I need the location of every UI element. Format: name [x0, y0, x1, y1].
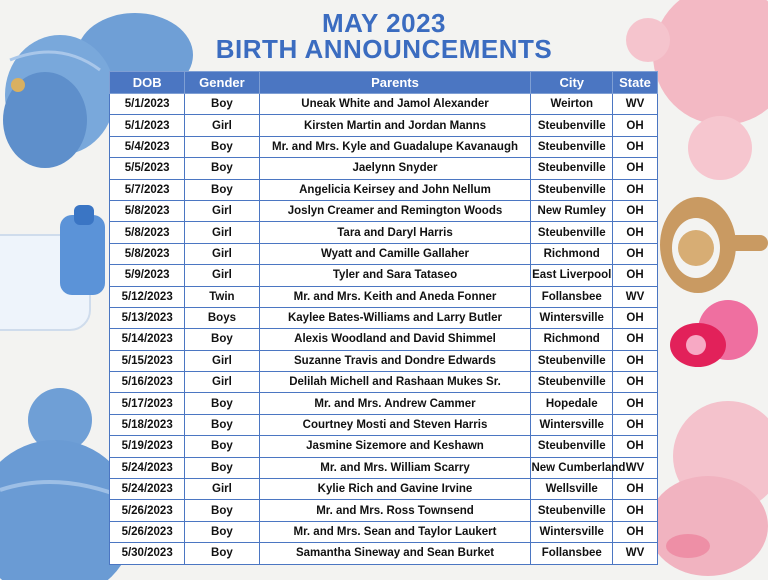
cell-state: OH [613, 350, 658, 371]
cell-gender: Boy [185, 179, 259, 200]
cell-state: OH [613, 500, 658, 521]
baby-bottle-decoration [0, 205, 110, 355]
cell-city: Steubenville [531, 179, 613, 200]
cell-gender: Boy [185, 158, 259, 179]
cell-gender: Boy [185, 543, 259, 564]
cell-parents: Courtney Mosti and Steven Harris [259, 414, 531, 435]
cell-gender: Twin [185, 286, 259, 307]
cell-city: Wellsville [531, 479, 613, 500]
cell-dob: 5/8/2023 [110, 243, 185, 264]
cell-gender: Girl [185, 115, 259, 136]
cell-dob: 5/16/2023 [110, 372, 185, 393]
cell-city: Follansbee [531, 543, 613, 564]
cell-gender: Boy [185, 329, 259, 350]
cell-parents: Tara and Daryl Harris [259, 222, 531, 243]
table-row [110, 243, 658, 264]
cell-gender: Boy [185, 436, 259, 457]
cell-state: OH [613, 136, 658, 157]
table-row [110, 136, 658, 157]
table-row [110, 179, 658, 200]
cell-state: WV [613, 543, 658, 564]
table-row [110, 350, 658, 371]
cell-gender: Girl [185, 372, 259, 393]
cell-city: Wintersville [531, 307, 613, 328]
cell-state: WV [613, 94, 658, 115]
pink-knit-booties-decoration [648, 396, 768, 576]
table-row [110, 436, 658, 457]
wooden-rattle-decoration [658, 190, 768, 300]
cell-gender: Girl [185, 243, 259, 264]
cell-state: OH [613, 307, 658, 328]
cell-gender: Boy [185, 414, 259, 435]
cell-city: New Rumley [531, 200, 613, 221]
cell-city: Steubenville [531, 350, 613, 371]
cell-dob: 5/8/2023 [110, 200, 185, 221]
cell-city: Hopedale [531, 393, 613, 414]
cell-parents: Samantha Sineway and Sean Burket [259, 543, 531, 564]
cell-gender: Girl [185, 479, 259, 500]
column-header-parents: Parents [259, 72, 531, 94]
cell-parents: Kirsten Martin and Jordan Manns [259, 115, 531, 136]
cell-parents: Angelicia Keirsey and John Nellum [259, 179, 531, 200]
birth-announcements-table [109, 71, 658, 565]
cell-city: Richmond [531, 329, 613, 350]
cell-parents: Joslyn Creamer and Remington Woods [259, 200, 531, 221]
cell-gender: Girl [185, 222, 259, 243]
cell-parents: Mr. and Mrs. Andrew Cammer [259, 393, 531, 414]
cell-state: OH [613, 393, 658, 414]
column-header-state: State [613, 72, 658, 94]
cell-dob: 5/18/2023 [110, 414, 185, 435]
cell-state: OH [613, 436, 658, 457]
cell-state: WV [613, 286, 658, 307]
title-heading: BIRTH ANNOUNCEMENTS [215, 34, 553, 64]
column-header-city: City [531, 72, 613, 94]
table-row [110, 521, 658, 542]
cell-parents: Tyler and Sara Tataseo [259, 265, 531, 286]
cell-parents: Mr. and Mrs. Ross Townsend [259, 500, 531, 521]
cell-state: OH [613, 521, 658, 542]
cell-state: OH [613, 179, 658, 200]
cell-gender: Boy [185, 500, 259, 521]
table-row [110, 414, 658, 435]
cell-city: East Liverpool [531, 265, 613, 286]
cell-gender: Boys [185, 307, 259, 328]
table-row [110, 286, 658, 307]
cell-parents: Mr. and Mrs. Kyle and Guadalupe Kavanaugh [259, 136, 531, 157]
table-body [110, 94, 658, 565]
column-header-dob: DOB [110, 72, 185, 94]
table-row [110, 500, 658, 521]
table-row [110, 265, 658, 286]
table-row [110, 307, 658, 328]
cell-state: OH [613, 329, 658, 350]
cell-state: OH [613, 222, 658, 243]
cell-dob: 5/12/2023 [110, 286, 185, 307]
cell-state: OH [613, 265, 658, 286]
cell-city: Steubenville [531, 500, 613, 521]
cell-city: Steubenville [531, 136, 613, 157]
cell-dob: 5/15/2023 [110, 350, 185, 371]
cell-state: OH [613, 414, 658, 435]
cell-state: OH [613, 115, 658, 136]
table-row [110, 543, 658, 564]
cell-dob: 5/1/2023 [110, 115, 185, 136]
cell-parents: Wyatt and Camille Gallaher [259, 243, 531, 264]
cell-city: Steubenville [531, 436, 613, 457]
cell-dob: 5/7/2023 [110, 179, 185, 200]
table-row [110, 329, 658, 350]
cell-parents: Mr. and Mrs. Sean and Taylor Laukert [259, 521, 531, 542]
table-row [110, 200, 658, 221]
cell-city: Wintersville [531, 414, 613, 435]
cell-gender: Boy [185, 136, 259, 157]
cell-dob: 5/30/2023 [110, 543, 185, 564]
cell-city: Steubenville [531, 158, 613, 179]
cell-city: Weirton [531, 94, 613, 115]
cell-city: Wintersville [531, 521, 613, 542]
cell-dob: 5/17/2023 [110, 393, 185, 414]
cell-state: OH [613, 200, 658, 221]
cell-dob: 5/26/2023 [110, 500, 185, 521]
cell-dob: 5/1/2023 [110, 94, 185, 115]
table-row [110, 222, 658, 243]
cell-dob: 5/24/2023 [110, 457, 185, 478]
table-row [110, 479, 658, 500]
cell-parents: Kylie Rich and Gavine Irvine [259, 479, 531, 500]
cell-parents: Mr. and Mrs. Keith and Aneda Fonner [259, 286, 531, 307]
cell-state: WV [613, 457, 658, 478]
cell-parents: Alexis Woodland and David Shimmel [259, 329, 531, 350]
cell-parents: Kaylee Bates-Williams and Larry Butler [259, 307, 531, 328]
table-header-row [110, 72, 658, 94]
cell-state: OH [613, 158, 658, 179]
cell-dob: 5/13/2023 [110, 307, 185, 328]
cell-parents: Delilah Michell and Rashaan Mukes Sr. [259, 372, 531, 393]
column-header-gender: Gender [185, 72, 259, 94]
pink-pacifier-decoration [658, 290, 768, 400]
table-row [110, 158, 658, 179]
cell-gender: Boy [185, 94, 259, 115]
cell-city: Follansbee [531, 286, 613, 307]
table-row [110, 115, 658, 136]
cell-gender: Boy [185, 457, 259, 478]
cell-parents: Suzanne Travis and Dondre Edwards [259, 350, 531, 371]
cell-state: OH [613, 479, 658, 500]
cell-dob: 5/19/2023 [110, 436, 185, 457]
cell-city: Steubenville [531, 222, 613, 243]
cell-gender: Girl [185, 350, 259, 371]
cell-dob: 5/4/2023 [110, 136, 185, 157]
cell-city: New Cumberland [531, 457, 613, 478]
cell-dob: 5/9/2023 [110, 265, 185, 286]
cell-city: Richmond [531, 243, 613, 264]
cell-gender: Boy [185, 393, 259, 414]
table-row [110, 457, 658, 478]
cell-gender: Girl [185, 200, 259, 221]
cell-parents: Jaelynn Snyder [259, 158, 531, 179]
cell-city: Steubenville [531, 372, 613, 393]
cell-state: OH [613, 372, 658, 393]
cell-parents: Jasmine Sizemore and Keshawn [259, 436, 531, 457]
cell-gender: Boy [185, 521, 259, 542]
cell-dob: 5/8/2023 [110, 222, 185, 243]
cell-state: OH [613, 243, 658, 264]
cell-parents: Mr. and Mrs. William Scarry [259, 457, 531, 478]
cell-dob: 5/24/2023 [110, 479, 185, 500]
title-month: MAY 2023 [322, 8, 446, 38]
cell-city: Steubenville [531, 115, 613, 136]
table-row [110, 372, 658, 393]
table-row [110, 94, 658, 115]
cell-dob: 5/14/2023 [110, 329, 185, 350]
cell-parents: Uneak White and Jamol Alexander [259, 94, 531, 115]
cell-dob: 5/5/2023 [110, 158, 185, 179]
cell-gender: Girl [185, 265, 259, 286]
table-row [110, 393, 658, 414]
cell-dob: 5/26/2023 [110, 521, 185, 542]
